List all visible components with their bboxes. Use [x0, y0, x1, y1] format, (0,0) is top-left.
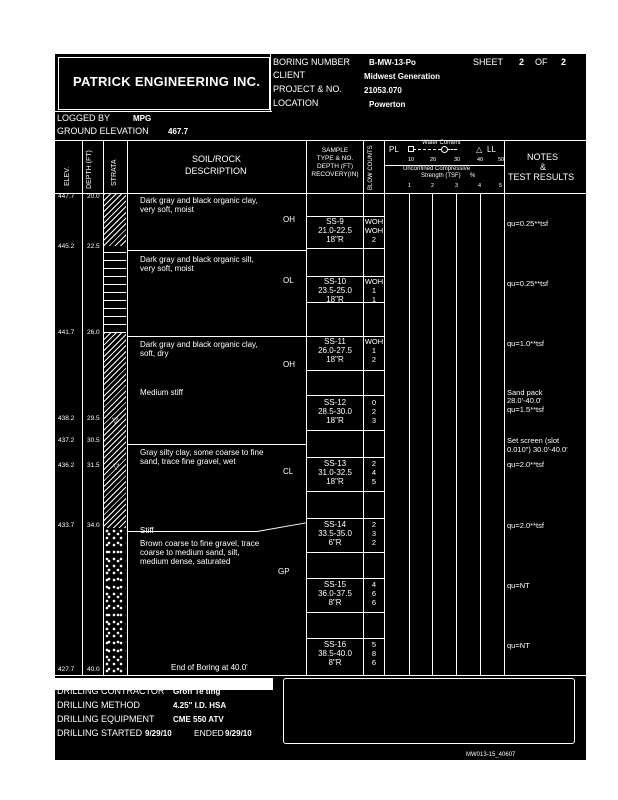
layer-6-description: Stiff [140, 526, 154, 535]
note-ss-9: qu=0.25**tsf [507, 219, 549, 228]
water-content-dash-line-2 [447, 149, 457, 150]
notes-header-3: TEST RESULTS [508, 172, 575, 182]
blows-ss-12 [364, 398, 384, 425]
sample-depth: 23.5-25.0 [318, 286, 352, 295]
blow-count: 5 [371, 477, 377, 486]
logged-by-value: MPG [133, 114, 152, 123]
sample-id: SS-11 [324, 337, 346, 346]
ucs-tick-1: 1 [408, 183, 412, 189]
footer-right-box [283, 678, 575, 744]
sample-depth: 36.0-37.5 [318, 589, 352, 598]
layer-2-description-line-2: very soft, moist [140, 264, 194, 273]
note-ss-13: qu=2.0**tsf [507, 460, 544, 469]
blow-count: 6 [371, 589, 377, 598]
ucs-label-1: Unconfined Compressive [403, 166, 471, 172]
blows-ss-14 [364, 520, 384, 547]
soil-header-2: DESCRIPTION [185, 166, 247, 176]
blows-ss-16 [364, 640, 384, 667]
elev-447-7: 447.7 [58, 193, 75, 200]
blow-count: WOH [364, 337, 384, 346]
blow-count: 1 [371, 346, 377, 355]
blows-ss-9 [364, 217, 384, 244]
note-sand-pack-depth: 28.0'-40.0' [507, 396, 542, 405]
strata-clay [104, 333, 126, 528]
blow-count: 6 [371, 658, 377, 667]
sample-id: SS-15 [323, 580, 347, 589]
sample-depth: 31.0-32.5 [318, 468, 352, 477]
ucs-unit: % [470, 173, 476, 179]
layer-5-description-line-1: Gray silty clay, some coarse to fine [140, 448, 264, 457]
layer-7-uscs: GP [278, 567, 290, 576]
sample-depth: 28.5-30.0 [318, 407, 352, 416]
sample-recovery: 8"R [328, 658, 342, 667]
layer-3-description-line-2: soft, dry [140, 349, 169, 358]
water-content-dash-line [413, 149, 441, 150]
logged-by-label: LOGGED BY [57, 113, 111, 123]
depth-22-5: 22.5 [87, 243, 100, 250]
blow-count: 2 [371, 407, 377, 416]
wc-tick-40: 40 [477, 157, 484, 163]
layer-1-uscs: OH [283, 215, 295, 224]
sample-id: SS-10 [323, 277, 347, 286]
note-ss-16: qu=NT [507, 641, 530, 650]
sample-id: SS-16 [323, 640, 347, 649]
ll-label: LL [487, 145, 496, 154]
layer-5-description-line-2: sand, trace fine gravel, wet [140, 457, 236, 466]
layer-7-description-line-3: medium dense, saturated [140, 557, 231, 566]
blow-counts-header: BLOW COUNTS [368, 145, 374, 190]
ucs-tick-2: 2 [431, 183, 435, 189]
blow-count: 2 [371, 538, 377, 547]
blow-count: 0 [371, 398, 377, 407]
layer-3-uscs: OH [283, 360, 295, 369]
started-label: DRILLING STARTED [57, 728, 143, 738]
layer-2-description-line-1: Dark gray and black organic silt, [140, 255, 254, 264]
sample-ss-15 [307, 580, 363, 607]
sample-recovery: 18"R [326, 355, 344, 364]
strata-gravel [104, 528, 126, 674]
note-ss-15: qu=NT [507, 581, 530, 590]
sample-id: SS-13 [323, 459, 347, 468]
sample-depth: 21.0-22.5 [318, 226, 352, 235]
depth-26-0: 26.0 [87, 329, 100, 336]
blow-count: WOH [364, 277, 384, 286]
depth-30-5: 30.5 [87, 437, 100, 444]
blow-count: 2 [371, 520, 377, 529]
sample-recovery: 18"R [326, 416, 344, 425]
ucs-tick-5: 5 [499, 183, 503, 189]
strata-header: STRATA [111, 159, 118, 186]
sample-recovery: 18"R [326, 235, 344, 244]
method-value: 4.25" I.D. HSA [173, 701, 227, 710]
client-value: Midwest Generation [364, 72, 441, 81]
layer-4-description: Medium stiff [140, 388, 183, 397]
layer-1-description-line-2: very soft, moist [140, 205, 194, 214]
note-ss-14: qu=2.0**tsf [507, 521, 544, 530]
elev-445-2: 445.2 [58, 243, 75, 250]
project-value: 21053.070 [364, 86, 402, 95]
blow-count: 1 [371, 295, 377, 304]
layer-7-description-line-2: coarse to medium sand, silt, [140, 548, 240, 557]
sample-header-2: TYPE & NO. [316, 155, 354, 162]
equipment-label: DRILLING EQUIPMENT [57, 714, 155, 724]
ground-elevation-label: GROUND ELEVATION [57, 126, 149, 136]
note-sand-pack: Sand pack [507, 388, 543, 397]
blow-count: WOH [364, 217, 384, 226]
elev-433-7: 433.7 [58, 522, 75, 529]
ucs-tick-4: 4 [478, 183, 482, 189]
blow-count: 1 [371, 286, 377, 295]
water-level-icon: ▽ [113, 462, 120, 471]
sample-header-1: SAMPLE [321, 147, 349, 154]
notes-header-1: NOTES [527, 152, 559, 162]
equipment-value: CME 550 ATV [173, 715, 224, 724]
note-ss-10: qu=0.25**tsf [507, 279, 549, 288]
layer-5-uscs: CL [283, 467, 294, 476]
boring-number-label: BORING NUMBER [273, 57, 351, 67]
blow-count: WOH [364, 226, 384, 235]
blow-count: 6 [371, 598, 377, 607]
sample-ss-16 [307, 640, 363, 667]
layer-1-description-line-1: Dark gray and black organic clay, [140, 196, 258, 205]
file-id: MW013-15_40607 [466, 752, 516, 758]
blow-count: 8 [371, 649, 377, 658]
depth-header: DEPTH (FT) [86, 150, 93, 189]
notes-header-2: & [540, 162, 547, 172]
sample-depth: 38.5-40.0 [318, 649, 352, 658]
sample-ss-11 [307, 337, 363, 364]
sample-depth: 33.5-35.0 [318, 529, 352, 538]
project-label: PROJECT & NO. [273, 84, 342, 94]
layer-2-uscs: OL [283, 276, 294, 285]
blow-count: 4 [371, 580, 377, 589]
blow-count: 2 [371, 355, 377, 364]
end-of-boring: End of Boring at 40.0' [171, 663, 248, 672]
ll-triangle-icon: △ [476, 145, 483, 154]
sample-ss-13 [307, 459, 363, 486]
elev-427-7: 427.7 [58, 666, 75, 673]
blow-count: 4 [371, 468, 377, 477]
blow-count: 2 [371, 235, 377, 244]
wc-tick-50: 50 [498, 157, 505, 163]
ucs-label-2: Strength (TSF) [421, 173, 461, 179]
blows-ss-11 [364, 337, 384, 364]
strata-organic-clay [104, 194, 126, 246]
wc-tick-30: 30 [454, 157, 461, 163]
blow-count: 3 [371, 416, 377, 425]
strata-organic-silt [104, 246, 126, 333]
water-level-icon: ▽ [112, 416, 119, 425]
pl-label: PL [389, 145, 399, 154]
contractor-label: DRILLING CONTRACTOR [57, 686, 165, 696]
depth-29-5: 29.5 [87, 415, 100, 422]
location-value: Powerton [369, 100, 406, 109]
sample-ss-14 [307, 520, 363, 547]
sheet-of: OF [535, 57, 548, 67]
sample-recovery: 6"R [328, 538, 342, 547]
elev-436-2: 436.2 [58, 462, 75, 469]
sample-id: SS-12 [323, 398, 347, 407]
depth-40-0: 40.0 [87, 666, 100, 673]
sample-recovery: 18"R [326, 295, 344, 304]
ground-elevation-value: 467.7 [168, 127, 189, 136]
wc-tick-10: 10 [408, 157, 415, 163]
blows-ss-15 [364, 580, 384, 607]
started-value: 9/29/10 [145, 729, 172, 738]
sample-ss-10 [307, 277, 363, 304]
sample-recovery: 18"R [326, 477, 344, 486]
depth-20-0: 20.0 [87, 193, 100, 200]
layer-7-description-line-1: Brown coarse to fine gravel, trace [140, 539, 260, 548]
company-name: PATRICK ENGINEERING INC. [73, 74, 261, 89]
elev-438-2: 438.2 [58, 415, 75, 422]
note-set-screen: Set screen (slot [507, 436, 560, 445]
note-set-screen-depth: 0.010") 30.0'-40.0' [507, 445, 568, 454]
sample-ss-12 [307, 398, 363, 425]
ended-value: 9/29/10 [225, 729, 252, 738]
blow-count: 5 [371, 640, 377, 649]
sample-id: SS-14 [323, 520, 347, 529]
contractor-value: Groff Te ting [173, 687, 221, 696]
client-label: CLIENT [273, 70, 306, 80]
layer-3-description-line-1: Dark gray and black organic clay, [140, 340, 258, 349]
blow-count: 3 [371, 529, 377, 538]
boring-number-value: B-MW-13-Po [369, 58, 416, 67]
water-content-label: Water Content [422, 140, 461, 146]
blows-ss-13 [364, 459, 384, 486]
location-label: LOCATION [273, 98, 319, 108]
ended-label: ENDED [194, 728, 224, 738]
sample-header-4: RECOVERY(IN) [311, 171, 359, 178]
blow-count: 2 [371, 459, 377, 468]
depth-34-0: 34.0 [87, 522, 100, 529]
sample-depth: 26.0-27.5 [318, 346, 352, 355]
soil-header-1: SOIL/ROCK [192, 154, 242, 164]
note-ss-12: qu=1.5**tsf [507, 405, 544, 414]
note-ss-11: qu=1.0**tsf [507, 339, 544, 348]
sample-recovery: 8"R [328, 598, 342, 607]
elev-header: ELEV. [64, 166, 71, 186]
method-label: DRILLING METHOD [57, 700, 141, 710]
sheet-label: SHEET [473, 57, 504, 67]
sample-id: SS-9 [326, 217, 344, 226]
wc-tick-20: 20 [430, 157, 437, 163]
sample-ss-9 [307, 217, 363, 244]
depth-31-5: 31.5 [87, 462, 100, 469]
sheet-total: 2 [561, 57, 567, 67]
ucs-tick-3: 3 [455, 183, 459, 189]
sample-header-3: DEPTH (FT) [316, 163, 354, 170]
blows-ss-10 [364, 277, 384, 304]
elev-437-2: 437.2 [58, 437, 75, 444]
elev-441-7: 441.7 [58, 329, 75, 336]
sheet-number: 2 [519, 57, 525, 67]
